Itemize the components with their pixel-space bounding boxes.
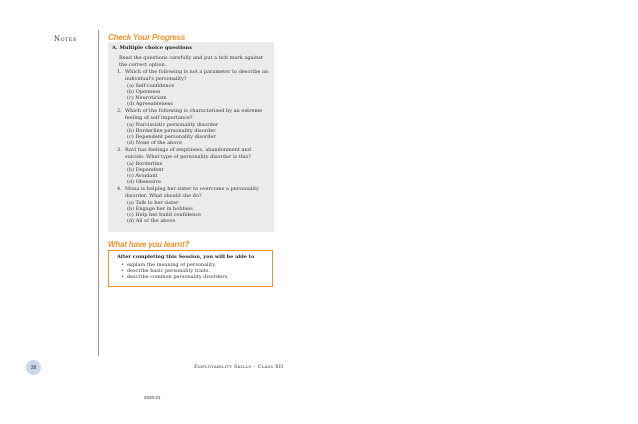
option[interactable]: (d) Agreeableness — [127, 101, 173, 108]
option[interactable]: (a) Self-confidence — [127, 83, 175, 90]
question-number: 2. — [117, 108, 122, 114]
question-text: Ravi has feelings of emptiness, abandonment and suicide. What type of personality disorder is this? — [125, 147, 251, 160]
option[interactable]: (b) Dependent — [127, 167, 164, 174]
list-item: • describe common personality disorders. — [121, 274, 229, 281]
question-1 — [117, 69, 271, 108]
option[interactable]: (c) Avoidant — [127, 173, 158, 180]
list-item: • explain the meaning of personality. — [121, 262, 216, 268]
notes-label: Notes — [54, 35, 77, 43]
bullet-icon: • — [121, 274, 124, 281]
question-4 — [117, 186, 271, 225]
question-number: 1. — [117, 69, 122, 75]
learnt-list — [121, 262, 271, 281]
bullet-icon: • — [121, 268, 124, 275]
list-item: • describe basic personality traits. — [121, 268, 211, 275]
option-list — [127, 200, 271, 224]
margin-divider — [98, 30, 99, 356]
bullet-icon: • — [121, 262, 124, 268]
option[interactable]: (a) Borderline — [127, 161, 163, 168]
option[interactable]: (a) Talk to her sister — [127, 200, 179, 207]
option-list — [127, 83, 271, 107]
option-list — [127, 161, 271, 185]
option[interactable]: (c) Neuroticism — [127, 95, 167, 102]
option[interactable]: (b) Borderline personality disorder — [127, 128, 216, 135]
question-text: Which of the following is not a parameter to describe an individual's personality? — [125, 69, 269, 82]
option[interactable]: (b) Engage her in hobbies — [127, 206, 193, 213]
page-number: 38 — [26, 360, 41, 375]
option[interactable]: (a) Narcissistic personality disorder — [127, 122, 219, 129]
option[interactable]: (d) Obsessive — [127, 179, 162, 186]
mcq-instructions: Read the questions carefully and put a tick mark against the correct option. — [119, 55, 263, 68]
question-text: Which of the following is characterised by an extreme feeling of self importance? — [125, 108, 263, 121]
year-label: 2020-21 — [144, 395, 161, 400]
option[interactable]: (c) Dependent personality disorder — [127, 134, 216, 141]
question-3 — [117, 147, 271, 186]
question-number: 4. — [117, 186, 122, 192]
running-title: Employability Skills – Class XII — [194, 364, 284, 370]
check-progress-heading: Check Your Progress — [108, 33, 186, 42]
option-list — [127, 122, 271, 146]
question-2 — [117, 108, 271, 147]
option[interactable]: (c) Help her build confidence — [127, 212, 202, 219]
what-learnt-heading: What have you learnt? — [108, 240, 190, 249]
option[interactable]: (b) Openness — [127, 89, 161, 96]
question-text: Mona is helping her sister to overcome a personality disorder. What should she do? — [125, 186, 259, 199]
learnt-intro: After completing this Session, you will be able to — [117, 254, 255, 260]
option[interactable]: (d) None of the above — [127, 140, 183, 147]
question-number: 3. — [117, 147, 122, 153]
mcq-section-title: A. Multiple choice questions — [112, 45, 192, 51]
option[interactable]: (d) All of the above — [127, 218, 176, 225]
